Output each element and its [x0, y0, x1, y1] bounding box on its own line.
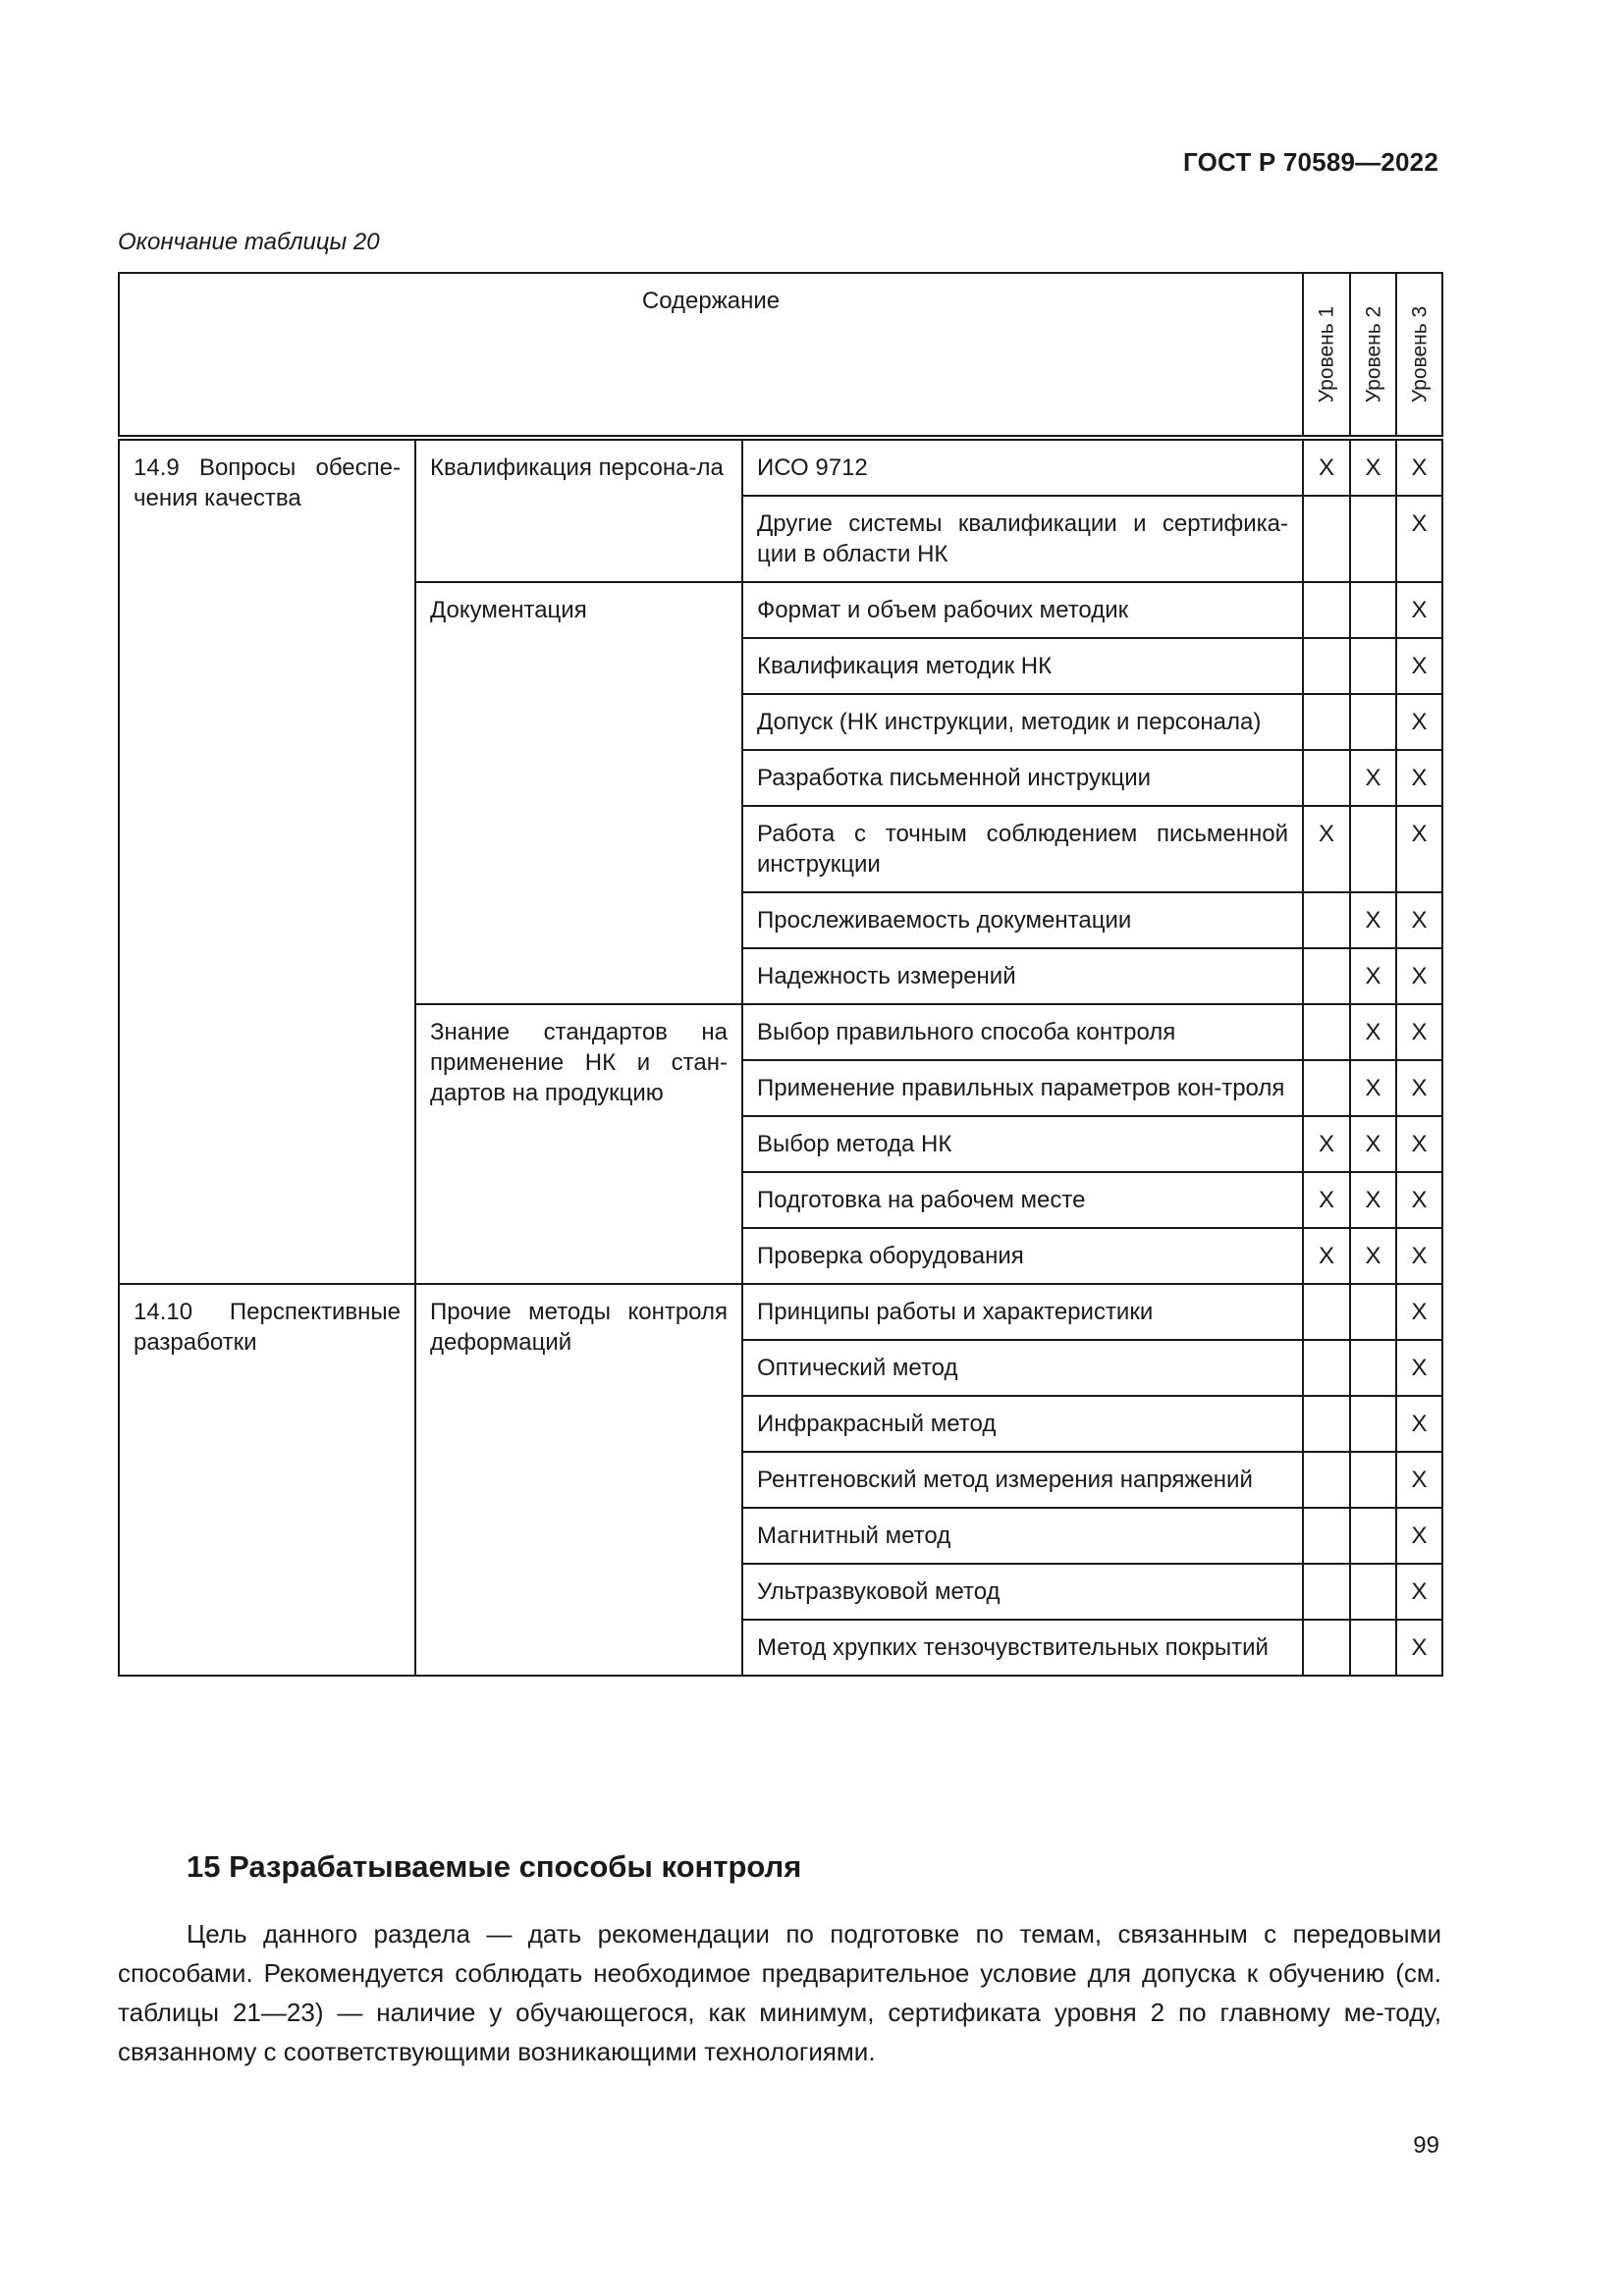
level-3-cell — [1396, 1620, 1442, 1676]
level-1-cell — [1303, 806, 1350, 892]
level-1-cell — [1303, 694, 1350, 750]
topic-cell: Ультразвуковой метод — [742, 1564, 1303, 1620]
topic-cell: Допуск (НК инструкции, методик и персонала) — [742, 694, 1303, 750]
group-cell: Прочие методы контроля деформаций — [415, 1284, 742, 1676]
level-2-cell — [1350, 1340, 1396, 1396]
level-2-cell — [1350, 948, 1396, 1004]
level-1-cell — [1303, 1340, 1350, 1396]
section-cell: 14.9 Вопросы обеспе-чения качества — [119, 438, 415, 1284]
level-mark: X — [1411, 963, 1428, 989]
section-cell: 14.10 Перспективные разработки — [119, 1284, 415, 1676]
level-1-cell — [1303, 1284, 1350, 1340]
header-level-1: Уровень 1 — [1303, 273, 1350, 438]
level-2-cell — [1350, 582, 1396, 638]
group-cell: Квалификация персона-ла — [415, 438, 742, 582]
level-3-cell — [1396, 1396, 1442, 1452]
level-2-cell — [1350, 1620, 1396, 1676]
section-paragraph: Цель данного раздела — дать рекомендации по подготовке по темам, связанным с передовыми способами. Рекомендуется соблюдать необходимое предварительное условие для допуска к обучению (см. таблицы 21—23) — наличие у обучающегося, как минимум, сертификата уровня 2 по главному ме-тоду, связанному с соответствующими возникающими технологиями. — [118, 1919, 1441, 2066]
level-3-cell — [1396, 1172, 1442, 1228]
level-1-cell — [1303, 1172, 1350, 1228]
header-level-2: Уровень 2 — [1350, 273, 1396, 438]
topic-cell: Надежность измерений — [742, 948, 1303, 1004]
level-2-cell — [1350, 1564, 1396, 1620]
level-mark: X — [1319, 1187, 1335, 1213]
level-mark: X — [1365, 1187, 1381, 1213]
level-2-cell — [1350, 638, 1396, 694]
level-2-cell — [1350, 1396, 1396, 1452]
table-row — [119, 438, 1442, 496]
level-3-cell — [1396, 1340, 1442, 1396]
level-mark: X — [1411, 653, 1428, 679]
topic-cell: Прослеживаемость документации — [742, 892, 1303, 948]
section-title: 15 Разрабатываемые способы контроля — [187, 1849, 802, 1884]
document-id: ГОСТ Р 70589—2022 — [1183, 147, 1438, 177]
table-row — [119, 1284, 1442, 1340]
level-3-cell — [1396, 582, 1442, 638]
level-2-cell — [1350, 1284, 1396, 1340]
level-mark: X — [1365, 454, 1381, 481]
requirements-table — [118, 272, 1443, 1677]
level-mark: X — [1365, 907, 1381, 934]
level-mark: X — [1411, 1634, 1428, 1661]
header-level-3: Уровень 3 — [1396, 273, 1442, 438]
level-3-cell — [1396, 948, 1442, 1004]
level-mark: X — [1319, 1131, 1335, 1157]
page-number: 99 — [1413, 2132, 1439, 2159]
level-1-cell — [1303, 1228, 1350, 1284]
level-mark: X — [1365, 1131, 1381, 1157]
level-1-cell — [1303, 1004, 1350, 1060]
level-1-cell — [1303, 1060, 1350, 1116]
level-mark: X — [1411, 709, 1428, 735]
level-mark: X — [1411, 1019, 1428, 1045]
level-mark: X — [1411, 765, 1428, 791]
topic-cell: Выбор правильного способа контроля — [742, 1004, 1303, 1060]
level-mark: X — [1411, 1243, 1428, 1269]
level-3-cell — [1396, 1284, 1442, 1340]
topic-cell: Выбор метода НК — [742, 1116, 1303, 1172]
level-2-cell — [1350, 438, 1396, 496]
topic-cell: Подготовка на рабочем месте — [742, 1172, 1303, 1228]
level-mark: X — [1365, 765, 1381, 791]
level-3-cell — [1396, 1452, 1442, 1508]
level-mark: X — [1411, 1522, 1428, 1549]
level-mark: X — [1411, 821, 1428, 847]
level-mark: X — [1411, 454, 1428, 481]
level-2-cell — [1350, 892, 1396, 948]
level-1-cell — [1303, 496, 1350, 582]
table-caption: Окончание таблицы 20 — [118, 229, 380, 255]
topic-cell: Работа с точным соблюдением письменной инструкции — [742, 806, 1303, 892]
level-3-cell — [1396, 1228, 1442, 1284]
level-3-cell — [1396, 638, 1442, 694]
level-2-cell — [1350, 750, 1396, 806]
level-1-cell — [1303, 1116, 1350, 1172]
level-mark: X — [1411, 1131, 1428, 1157]
level-mark: X — [1411, 907, 1428, 934]
topic-cell: Принципы работы и характеристики — [742, 1284, 1303, 1340]
level-1-cell — [1303, 1396, 1350, 1452]
level-1-cell — [1303, 948, 1350, 1004]
level-2-cell — [1350, 694, 1396, 750]
level-2-cell — [1350, 1172, 1396, 1228]
level-3-cell — [1396, 892, 1442, 948]
level-mark: X — [1411, 1467, 1428, 1493]
level-1-cell — [1303, 1508, 1350, 1564]
level-3-cell — [1396, 806, 1442, 892]
level-3-cell — [1396, 750, 1442, 806]
level-2-cell — [1350, 1116, 1396, 1172]
level-1-cell — [1303, 1452, 1350, 1508]
topic-cell: Формат и объем рабочих методик — [742, 582, 1303, 638]
level-3-cell — [1396, 694, 1442, 750]
level-3-cell — [1396, 1508, 1442, 1564]
level-3-cell — [1396, 496, 1442, 582]
topic-cell: Магнитный метод — [742, 1508, 1303, 1564]
table-header-row — [119, 273, 1442, 438]
level-mark: X — [1411, 1187, 1428, 1213]
group-cell: Знание стандартов на применение НК и стан-дартов на продукцию — [415, 1004, 742, 1284]
level-1-cell — [1303, 638, 1350, 694]
topic-cell: Проверка оборудования — [742, 1228, 1303, 1284]
table-body — [119, 438, 1442, 1676]
level-2-cell — [1350, 1452, 1396, 1508]
topic-cell: Рентгеновский метод измерения напряжений — [742, 1452, 1303, 1508]
level-mark: X — [1411, 510, 1428, 537]
level-mark: X — [1365, 1243, 1381, 1269]
level-mark: X — [1411, 1411, 1428, 1437]
level-1-cell — [1303, 1564, 1350, 1620]
level-mark: X — [1319, 1243, 1335, 1269]
level-mark: X — [1411, 1578, 1428, 1605]
topic-cell: Другие системы квалификации и сертифика-ции в области НК — [742, 496, 1303, 582]
topic-cell: Метод хрупких тензочувствительных покрытий — [742, 1620, 1303, 1676]
level-2-cell — [1350, 1060, 1396, 1116]
level-mark: X — [1411, 1355, 1428, 1381]
level-3-cell — [1396, 1004, 1442, 1060]
level-2-cell — [1350, 806, 1396, 892]
level-mark: X — [1411, 597, 1428, 623]
level-3-cell — [1396, 1564, 1442, 1620]
topic-cell: Квалификация методик НК — [742, 638, 1303, 694]
level-1-cell — [1303, 438, 1350, 496]
level-3-cell — [1396, 1116, 1442, 1172]
topic-cell: Оптический метод — [742, 1340, 1303, 1396]
topic-cell: Применение правильных параметров кон-троля — [742, 1060, 1303, 1116]
level-mark: X — [1319, 454, 1335, 481]
level-2-cell — [1350, 1508, 1396, 1564]
level-2-cell — [1350, 1228, 1396, 1284]
group-cell: Документация — [415, 582, 742, 1004]
level-mark: X — [1365, 1075, 1381, 1101]
topic-cell: Разработка письменной инструкции — [742, 750, 1303, 806]
level-1-cell — [1303, 582, 1350, 638]
level-3-cell — [1396, 438, 1442, 496]
level-mark: X — [1365, 1019, 1381, 1045]
level-mark: X — [1319, 821, 1335, 847]
level-2-cell — [1350, 1004, 1396, 1060]
level-3-cell — [1396, 1060, 1442, 1116]
topic-cell: Инфракрасный метод — [742, 1396, 1303, 1452]
level-2-cell — [1350, 496, 1396, 582]
level-mark: X — [1411, 1299, 1428, 1325]
topic-cell: ИСО 9712 — [742, 438, 1303, 496]
level-1-cell — [1303, 1620, 1350, 1676]
level-1-cell — [1303, 750, 1350, 806]
level-mark: X — [1365, 963, 1381, 989]
level-1-cell — [1303, 892, 1350, 948]
header-content: Содержание — [119, 273, 1303, 438]
level-mark: X — [1411, 1075, 1428, 1101]
